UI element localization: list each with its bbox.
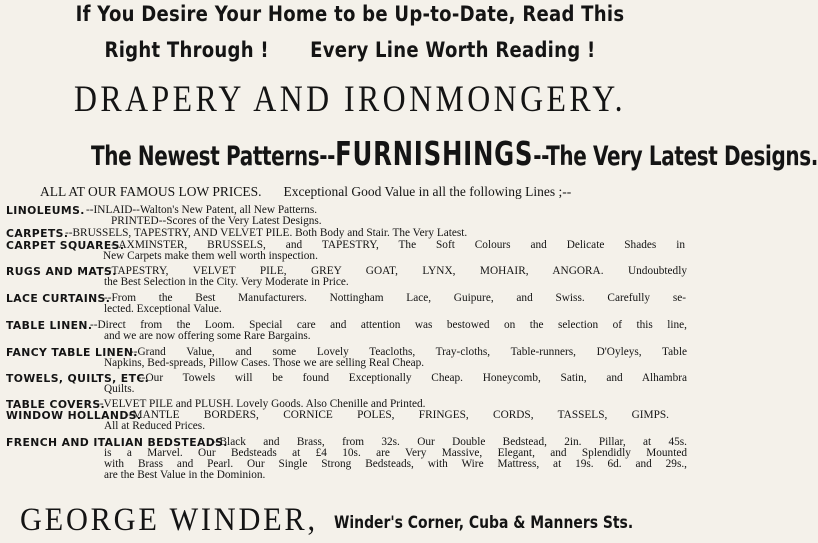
category-window-hollands: WINDOW HOLLANDS. (6, 409, 142, 422)
table-covers-line-1: --VELVET PILE and PLUSH. Lovely Goods. Also Chenille and Printed. (96, 398, 426, 410)
category-table-covers: TABLE COVERS. (6, 398, 106, 411)
rugs-line-1: --TAPESTRY, VELVET PILE, GREY GOAT, LYNX, MOHAIR, ANGORA. Undoubtedly (104, 265, 687, 277)
window-hollands-line-2: All at Reduced Prices. (104, 420, 206, 432)
footer-address: Winder's Corner, Cuba & Manners Sts. (334, 513, 634, 533)
towels-line-1: --Our Towels will be found Exceptionally Cheap. Honeycomb, Satin, and Alhambra (138, 372, 687, 384)
bedsteads-line-2: is a Marvel. Our Bedsteads at £4 10s. are Very Massive, Elegant, and Splendidly Mounted (104, 447, 687, 459)
table-linen-line-2: and we are now offering some Rare Bargains. (104, 330, 311, 342)
lace-line-2: lected. Exceptional Value. (104, 303, 222, 315)
headline-line-1: If You Desire Your Home to be Up-to-Date, Read This (75, 2, 625, 26)
category-table-linen: TABLE LINEN. (6, 319, 93, 332)
window-hollands-line-1: --MANTLE BORDERS, CORNICE POLES, FRINGES, CORDS, TASSELS, GIMPS. (125, 409, 669, 421)
table-linen-line-1: --Direct from the Loom. Special care and attention was bestowed on the selection of this line, (90, 319, 687, 331)
fancy-linen-line-1: --Grand Value, and some Lovely Teacloths, Tray-cloths, Table-runners, D'Oyleys, Table (130, 346, 687, 358)
famous-prices-line (40, 184, 571, 200)
linoleums-line-2: PRINTED--Scores of the Very Latest Designs. (111, 215, 322, 227)
carpets-line-1: --BRUSSELS, TAPESTRY, AND VELVET PILE. Both Body and Stair. The Very Latest. (65, 227, 468, 239)
category-rugs-and-mats: RUGS AND MATS. (6, 265, 117, 278)
rugs-line-2: the Best Selection in the City. Very Moderate in Price. (104, 276, 349, 288)
famous-right: Exceptional Good Value in all the following Lines ;-- (283, 184, 572, 199)
headline-line-2 (49, 38, 651, 62)
category-carpet-squares: CARPET SQUARES. (6, 239, 125, 252)
footer-name: GEORGE WINDER, (20, 502, 318, 538)
furnishings-center: FURNISHINGS (335, 134, 534, 173)
category-carpets: CARPETS. (6, 227, 69, 240)
furnishings-banner (91, 134, 818, 173)
carpet-squares-line-1: --AXMINSTER, BRUSSELS, and TAPESTRY, The Soft Colours and Delicate Shades in (111, 239, 685, 251)
famous-left: ALL AT OUR FAMOUS LOW PRICES. (40, 184, 262, 199)
category-towels-quilts: TOWELS, QUILTS, ETC. (6, 372, 150, 385)
category-linoleums: LINOLEUMS. (6, 204, 85, 217)
category-bedsteads: FRENCH AND ITALIAN BEDSTEADS. (6, 436, 228, 449)
lace-line-1: --From the Best Manufacturers. Nottingham Lace, Guipure, and Swiss. Carefully se- (104, 292, 686, 304)
category-lace-curtains: LACE CURTAINS. (6, 292, 111, 305)
towels-line-2: Quilts. (104, 383, 135, 395)
headline-every-line: Every Line Worth Reading ! (310, 38, 596, 62)
headline-right-through: Right Through ! (104, 38, 269, 62)
carpet-squares-line-2: New Carpets make them well worth inspection. (103, 250, 318, 262)
bedsteads-line-4: are the Best Value in the Dominion. (104, 469, 266, 481)
category-fancy-table-linen: FANCY TABLE LINEN. (6, 346, 138, 359)
bedsteads-line-3: with Brass and Pearl. Our Single Strong Bedsteads, with Wire Mattress, at 19s. 6d. and 29s., (104, 458, 687, 470)
linoleums-line-1: --INLAID--Walton's New Patent, all New Patterns. (86, 204, 318, 216)
fancy-linen-line-2: Napkins, Bed-spreads, Pillow Cases. Those we are selling Real Cheap. (104, 357, 425, 369)
furnishings-right: --The Very Latest Designs. (533, 141, 818, 172)
bedsteads-line-1: --Black and Brass, from 32s. Our Double Bedstead, 2in. Pillar, at 45s. (212, 436, 687, 448)
drapery-title: DRAPERY AND IRONMONGERY. (74, 79, 626, 120)
furnishings-left: The Newest Patterns-- (91, 141, 336, 172)
